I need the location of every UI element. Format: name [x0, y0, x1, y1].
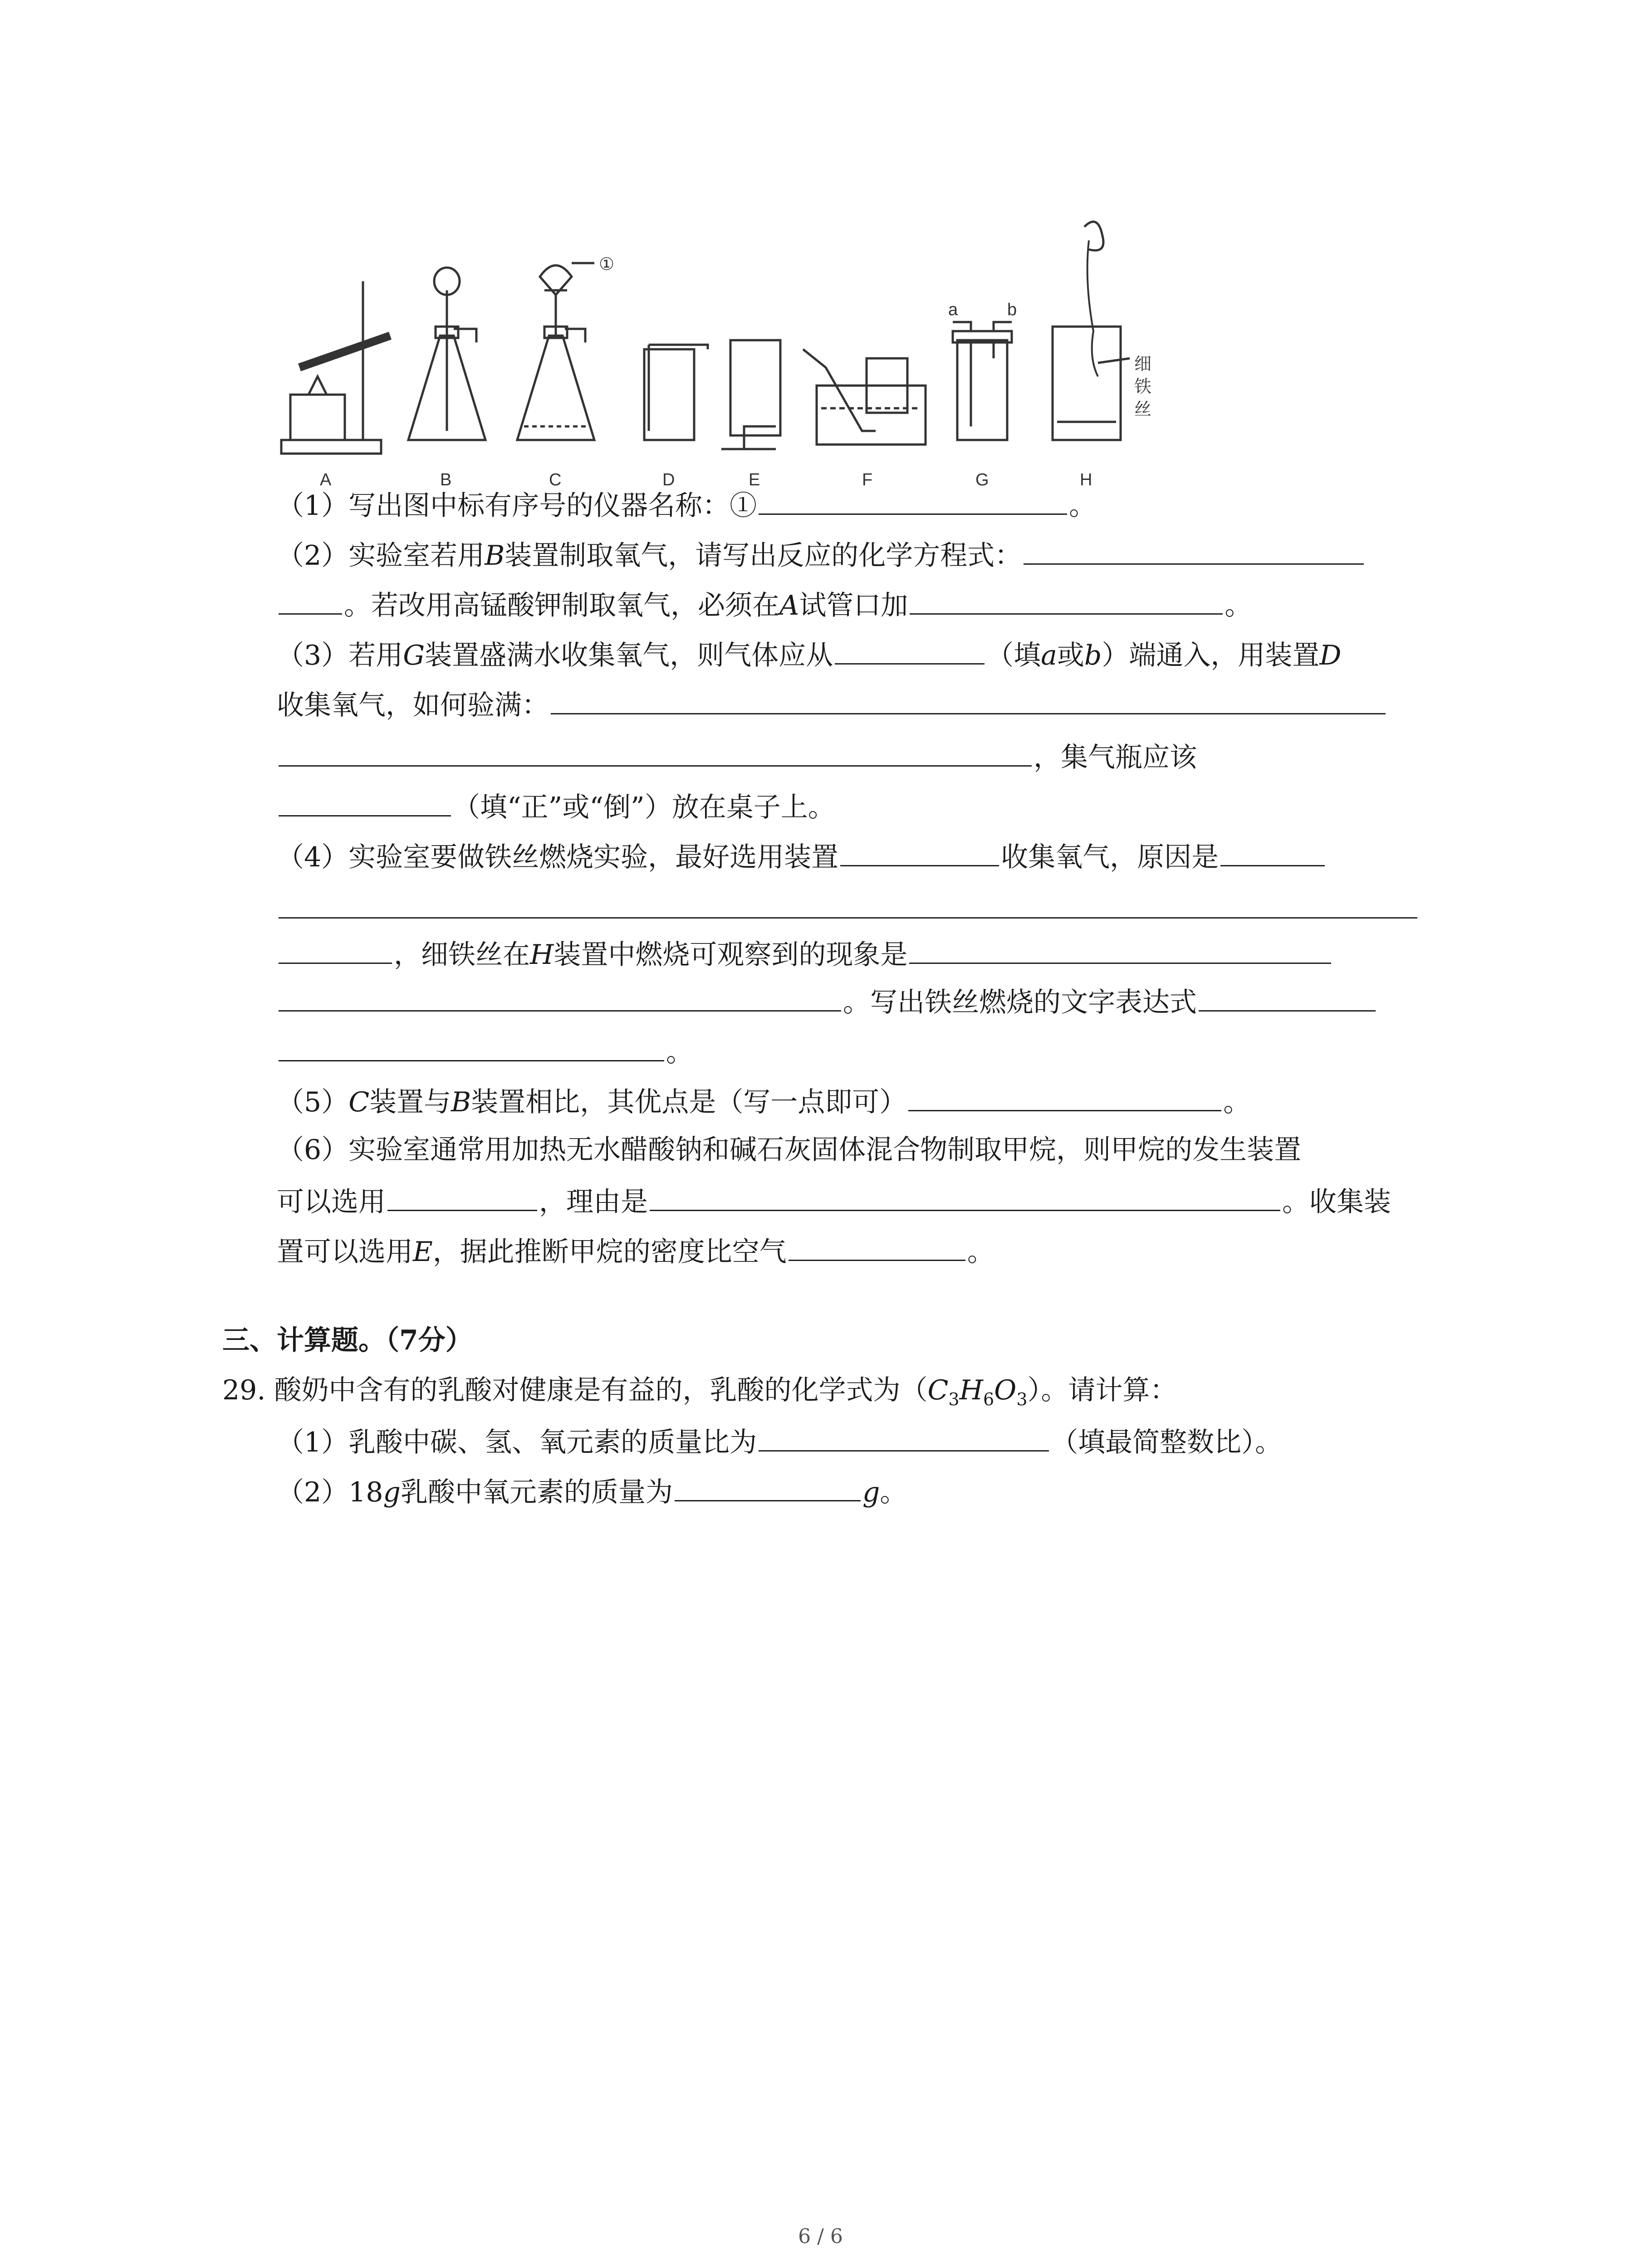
answer-blank[interactable]	[279, 1032, 664, 1061]
q28-p2-b: B	[485, 540, 505, 572]
q28-p6	[277, 1132, 1301, 1168]
label-E: E	[749, 470, 760, 489]
apparatus-B	[408, 268, 485, 440]
answer-blank[interactable]	[279, 787, 451, 816]
apparatus-D	[644, 345, 708, 440]
q29-p1-end: （填最简整数比）。	[1051, 1427, 1283, 1458]
q28-p4-text2: 收集氧气，原因是	[1001, 841, 1219, 873]
q28-p3-d: D	[1319, 640, 1342, 671]
formula-c: C	[927, 1374, 949, 1406]
formula-sub-3: 3	[948, 1389, 960, 1409]
answer-blank[interactable]	[279, 982, 841, 1012]
q29-stem-text: 29. 酸奶中含有的乳酸对健康是有益的，乳酸的化学式为（	[222, 1374, 928, 1406]
answer-blank[interactable]	[675, 1472, 861, 1501]
label-A: A	[320, 470, 332, 489]
formula-sub-6: 6	[983, 1389, 994, 1409]
q28-p2-cont2: 试管口加	[799, 590, 908, 621]
answer-blank[interactable]	[1199, 982, 1376, 1012]
q28-p5-text2: 装置相比，其优点是（写一点即可）	[471, 1086, 907, 1118]
q28-p6-line3	[277, 1232, 994, 1270]
formula-o: O	[994, 1374, 1017, 1406]
apparatus-G	[953, 322, 1012, 440]
q28-p2-cont: 。若改用高锰酸钾制取氧气，必须在	[344, 590, 779, 621]
q28-p4-end: 。	[666, 1036, 693, 1068]
q28-p6-line2	[277, 1182, 1391, 1220]
q28-p4-line3b: 装置中燃烧可观察到的现象是	[554, 939, 908, 971]
section-3-title	[222, 1322, 473, 1359]
q28-p1-text: （1）写出图中标有序号的仪器名称：①	[277, 490, 757, 522]
apparatus-diagram	[272, 213, 1180, 494]
label-iron-wire-2: 铁	[1134, 377, 1152, 396]
answer-blank[interactable]	[840, 837, 999, 866]
apparatus-F	[803, 349, 926, 445]
q28-p5-c: C	[348, 1086, 370, 1118]
page-number: 6 / 6	[798, 2225, 843, 2248]
q28-p2-text: （2）实验室若用	[277, 540, 485, 572]
apparatus-C	[517, 263, 594, 440]
label-B: B	[440, 470, 452, 489]
answer-blank[interactable]	[279, 737, 1032, 767]
answer-blank[interactable]	[835, 635, 985, 665]
formula-sub-3b: 3	[1016, 1389, 1028, 1409]
q28-p4-line4	[277, 982, 1377, 1021]
q28-p2-a: A	[779, 590, 799, 621]
q28-p3-g: G	[403, 640, 425, 671]
q29-p1-text: （1）乳酸中碳、氢、氧元素的质量比为	[277, 1427, 757, 1458]
q28-p3-text3: ）端通入，用装置	[1102, 640, 1320, 671]
q28-p4	[277, 837, 1327, 875]
q28-p1-end: 。	[1069, 490, 1097, 522]
q29-p2-text2: 乳酸中氧元素的质量为	[400, 1476, 673, 1508]
q28-p3-line4-text: （填“正”或“倒”）放在桌子上。	[453, 792, 835, 823]
answer-blank[interactable]	[909, 934, 1331, 964]
q28-p6-text: （6）实验室通常用加热无水醋酸钠和碱石灰固体混合物制取甲烷，则甲烷的发生装置	[277, 1134, 1302, 1166]
answer-blank[interactable]	[650, 1182, 1280, 1211]
q29-p2-end: 。	[880, 1476, 907, 1508]
answer-blank[interactable]	[387, 1182, 537, 1211]
q28-p5-b: B	[451, 1086, 471, 1118]
q28-p3	[277, 635, 1341, 674]
formula-h: H	[959, 1374, 983, 1406]
q28-p4-line5	[277, 1032, 693, 1070]
answer-blank[interactable]	[1220, 837, 1325, 866]
q28-p3-line2-text: 收集氧气，如何验满：	[277, 689, 549, 721]
label-G: G	[975, 470, 989, 489]
label-D: D	[662, 470, 675, 489]
label-port-a: a	[948, 300, 958, 319]
q29-p2-g: g	[383, 1476, 401, 1508]
section-3-title-text: 三、计算题。（7分）	[222, 1325, 473, 1356]
q28-p5-end: 。	[1223, 1086, 1251, 1118]
q28-p3-text2: 装置盛满水收集氧气，则气体应从	[425, 640, 833, 671]
answer-blank[interactable]	[279, 934, 392, 964]
q28-p3-b: b	[1084, 640, 1102, 671]
answer-blank[interactable]	[789, 1232, 965, 1261]
q29-p2	[277, 1472, 907, 1510]
q28-p4-line2	[277, 889, 1419, 928]
q29-p1	[277, 1422, 1282, 1461]
label-iron-wire-3: 丝	[1134, 400, 1152, 419]
answer-blank[interactable]	[759, 1422, 1049, 1452]
q28-p3-line3-end: ，集气瓶应该	[1034, 742, 1197, 773]
answer-blank[interactable]	[1024, 535, 1364, 565]
q28-p3-or: 或	[1057, 640, 1084, 671]
apparatus-H	[1053, 222, 1130, 440]
q28-p3-text: （3）若用	[277, 640, 403, 671]
q28-p3-fill: （填	[986, 640, 1041, 671]
answer-blank[interactable]	[279, 585, 342, 615]
answer-blank[interactable]	[910, 585, 1223, 615]
q28-p3-a: a	[1041, 640, 1057, 671]
q28-p6-line3-text: 置可以选用	[277, 1236, 413, 1268]
q28-p5-text: 装置与	[369, 1086, 451, 1118]
q28-p3-line2	[277, 685, 1387, 723]
q28-p6-line2-text: 可以选用	[277, 1186, 386, 1218]
q28-p6-line2c: 。收集装	[1282, 1186, 1391, 1218]
q28-p2-end: 。	[1225, 590, 1252, 621]
answer-blank[interactable]	[551, 685, 1386, 714]
q28-p2-text2: 装置制取氧气，请写出反应的化学方程式：	[505, 540, 1022, 572]
answer-blank[interactable]	[759, 485, 1067, 515]
apparatus-A	[281, 281, 390, 454]
q28-p6-line3b: ，据此推断甲烷的密度比空气	[432, 1236, 787, 1268]
q28-p3-line3	[277, 737, 1197, 776]
label-F: F	[862, 470, 873, 489]
q28-p2	[277, 535, 1366, 574]
q29-stem-end: ）。请计算：	[1027, 1374, 1177, 1406]
q29-p2-unit: g	[862, 1476, 880, 1508]
q28-p6-line2b: ，理由是	[539, 1186, 648, 1218]
answer-blank[interactable]	[908, 1082, 1221, 1111]
q28-p6-end: 。	[967, 1236, 994, 1268]
q28-p4-line3-text: ，细铁丝在	[394, 939, 530, 971]
q28-p4-line3	[277, 934, 1333, 973]
q29-p2-text: （2）18	[277, 1476, 383, 1508]
label-iron-wire-1: 细	[1134, 355, 1152, 374]
q28-p3-line4	[277, 787, 835, 826]
q28-p4-line4-text: 。写出铁丝燃烧的文字表达式	[843, 987, 1197, 1018]
answer-blank[interactable]	[279, 889, 1417, 919]
q28-p2-line2	[277, 585, 1252, 624]
label-C: C	[549, 470, 562, 489]
apparatus-figure	[272, 213, 1180, 494]
q28-p4-text: （4）实验室要做铁丝燃烧实验，最好选用装置	[277, 841, 839, 873]
q28-p1	[277, 485, 1096, 524]
label-port-b: b	[1007, 300, 1017, 319]
label-H: H	[1080, 470, 1092, 489]
q28-p5-prefix: （5）	[277, 1086, 349, 1118]
apparatus-E	[721, 340, 780, 449]
q28-p5	[277, 1082, 1250, 1120]
label-marker-1: ①	[599, 255, 615, 274]
q28-p6-e: E	[413, 1236, 433, 1268]
q28-p4-h: H	[530, 939, 554, 971]
q29-stem	[222, 1372, 1177, 1418]
